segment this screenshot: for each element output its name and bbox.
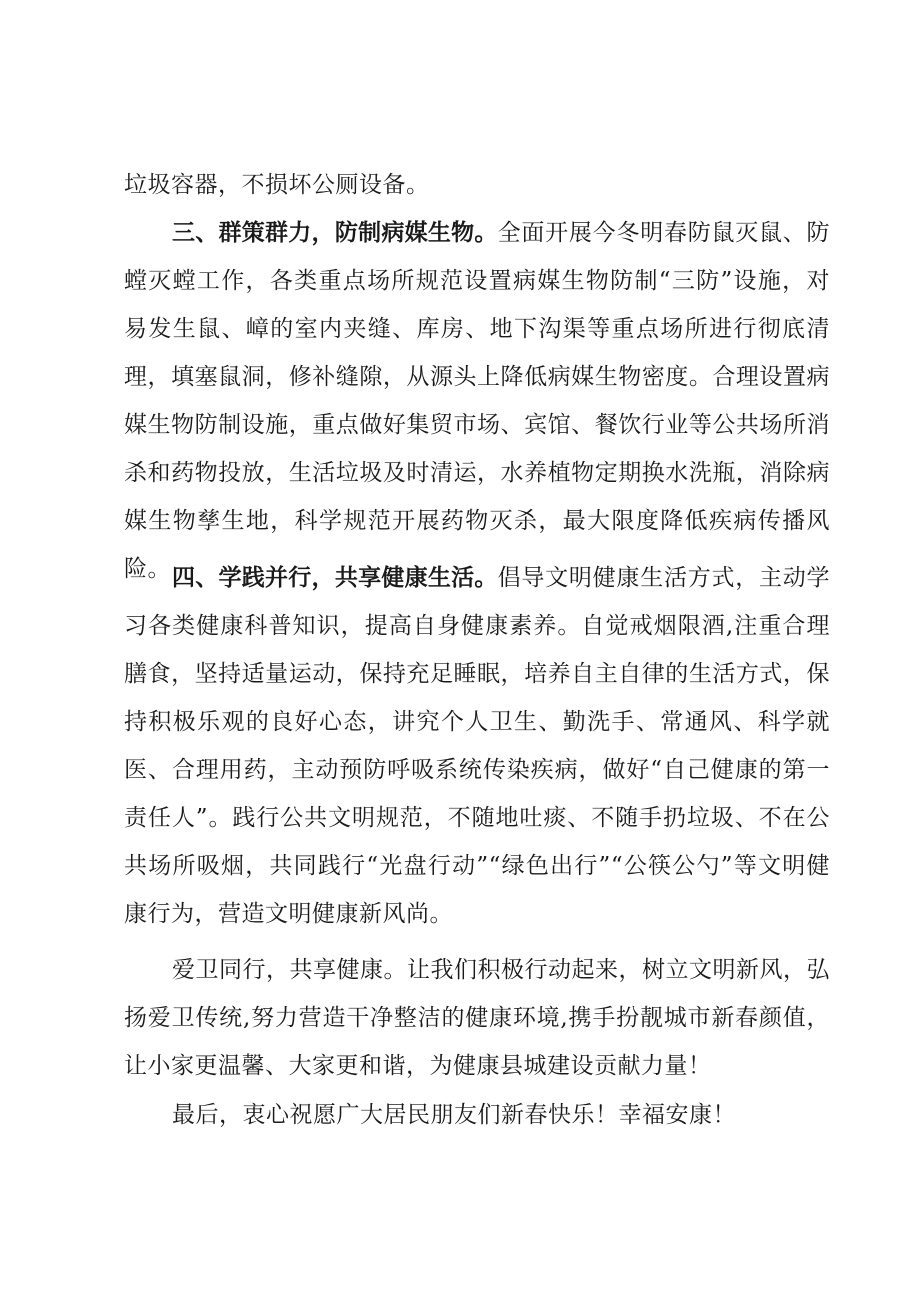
- section-four-paragraph: [124, 554, 830, 938]
- closing-paragraph: 爱卫同行，共享健康。让我们积极行动起来，树立文明新风，弘扬爱卫传统,努力营造干净整洁的健康环境,携手扮靓城市新春颜值，让小家更温馨、大家更和谐，为健康县城建设贡献力量！: [124, 957, 830, 1079]
- section-three-body: 全面开展今冬明春防鼠灭鼠、防螳灭螳工作，各类重点场所规范设置病媒生物防制“三防”设施，对易发生鼠、嶂的室内夹缝、库房、地下沟渠等重点场所进行彻底清理，填塞鼠洞，修补缝隙，从源头上降低病媒生物密度。合理设置病媒生物防制设施，重点做好集贸市场、宾馆、餐饮行业等公共场所消杀和药物投放，生活垃圾及时清运，水养植物定期换水洗瓶，消除病媒生物孳生地，科学规范开展药物灭杀，最大限度降低疾病传播风险。: [124, 220, 831, 582]
- final-wish-paragraph: 最后，衷心祝愿广大居民朋友们新春快乐！幸福安康！: [172, 1102, 736, 1128]
- continuation-paragraph: 垃圾容器，不损坏公厕设备。: [124, 172, 430, 198]
- section-three-heading: 三、群策群力，防制病媒生物。: [172, 220, 498, 246]
- section-four-body: 倡导文明健康生活方式，主动学习各类健康科普知识，提高自身健康素养。自觉戒烟限酒,注重合理膳食，坚持适量运动，保持充足睡眠，培养自主自律的生活方式，保持积极乐观的良好心态，讲究个人卫生、勤洗手、常通风、科学就医、合理用药，主动预防呼吸系统传染疾病，做好“自己健康的第一责任人”。践行公共文明规范，不随地吐痰、不随手扔垃圾、不在公共场所吸烟，共同践行“光盘行动”“绿色出行”“公筷公勺”等文明健康行为，营造文明健康新风尚。: [124, 565, 831, 927]
- section-three-paragraph: [124, 209, 830, 593]
- section-four-heading: 四、学践并行，共享健康生活。: [172, 565, 498, 591]
